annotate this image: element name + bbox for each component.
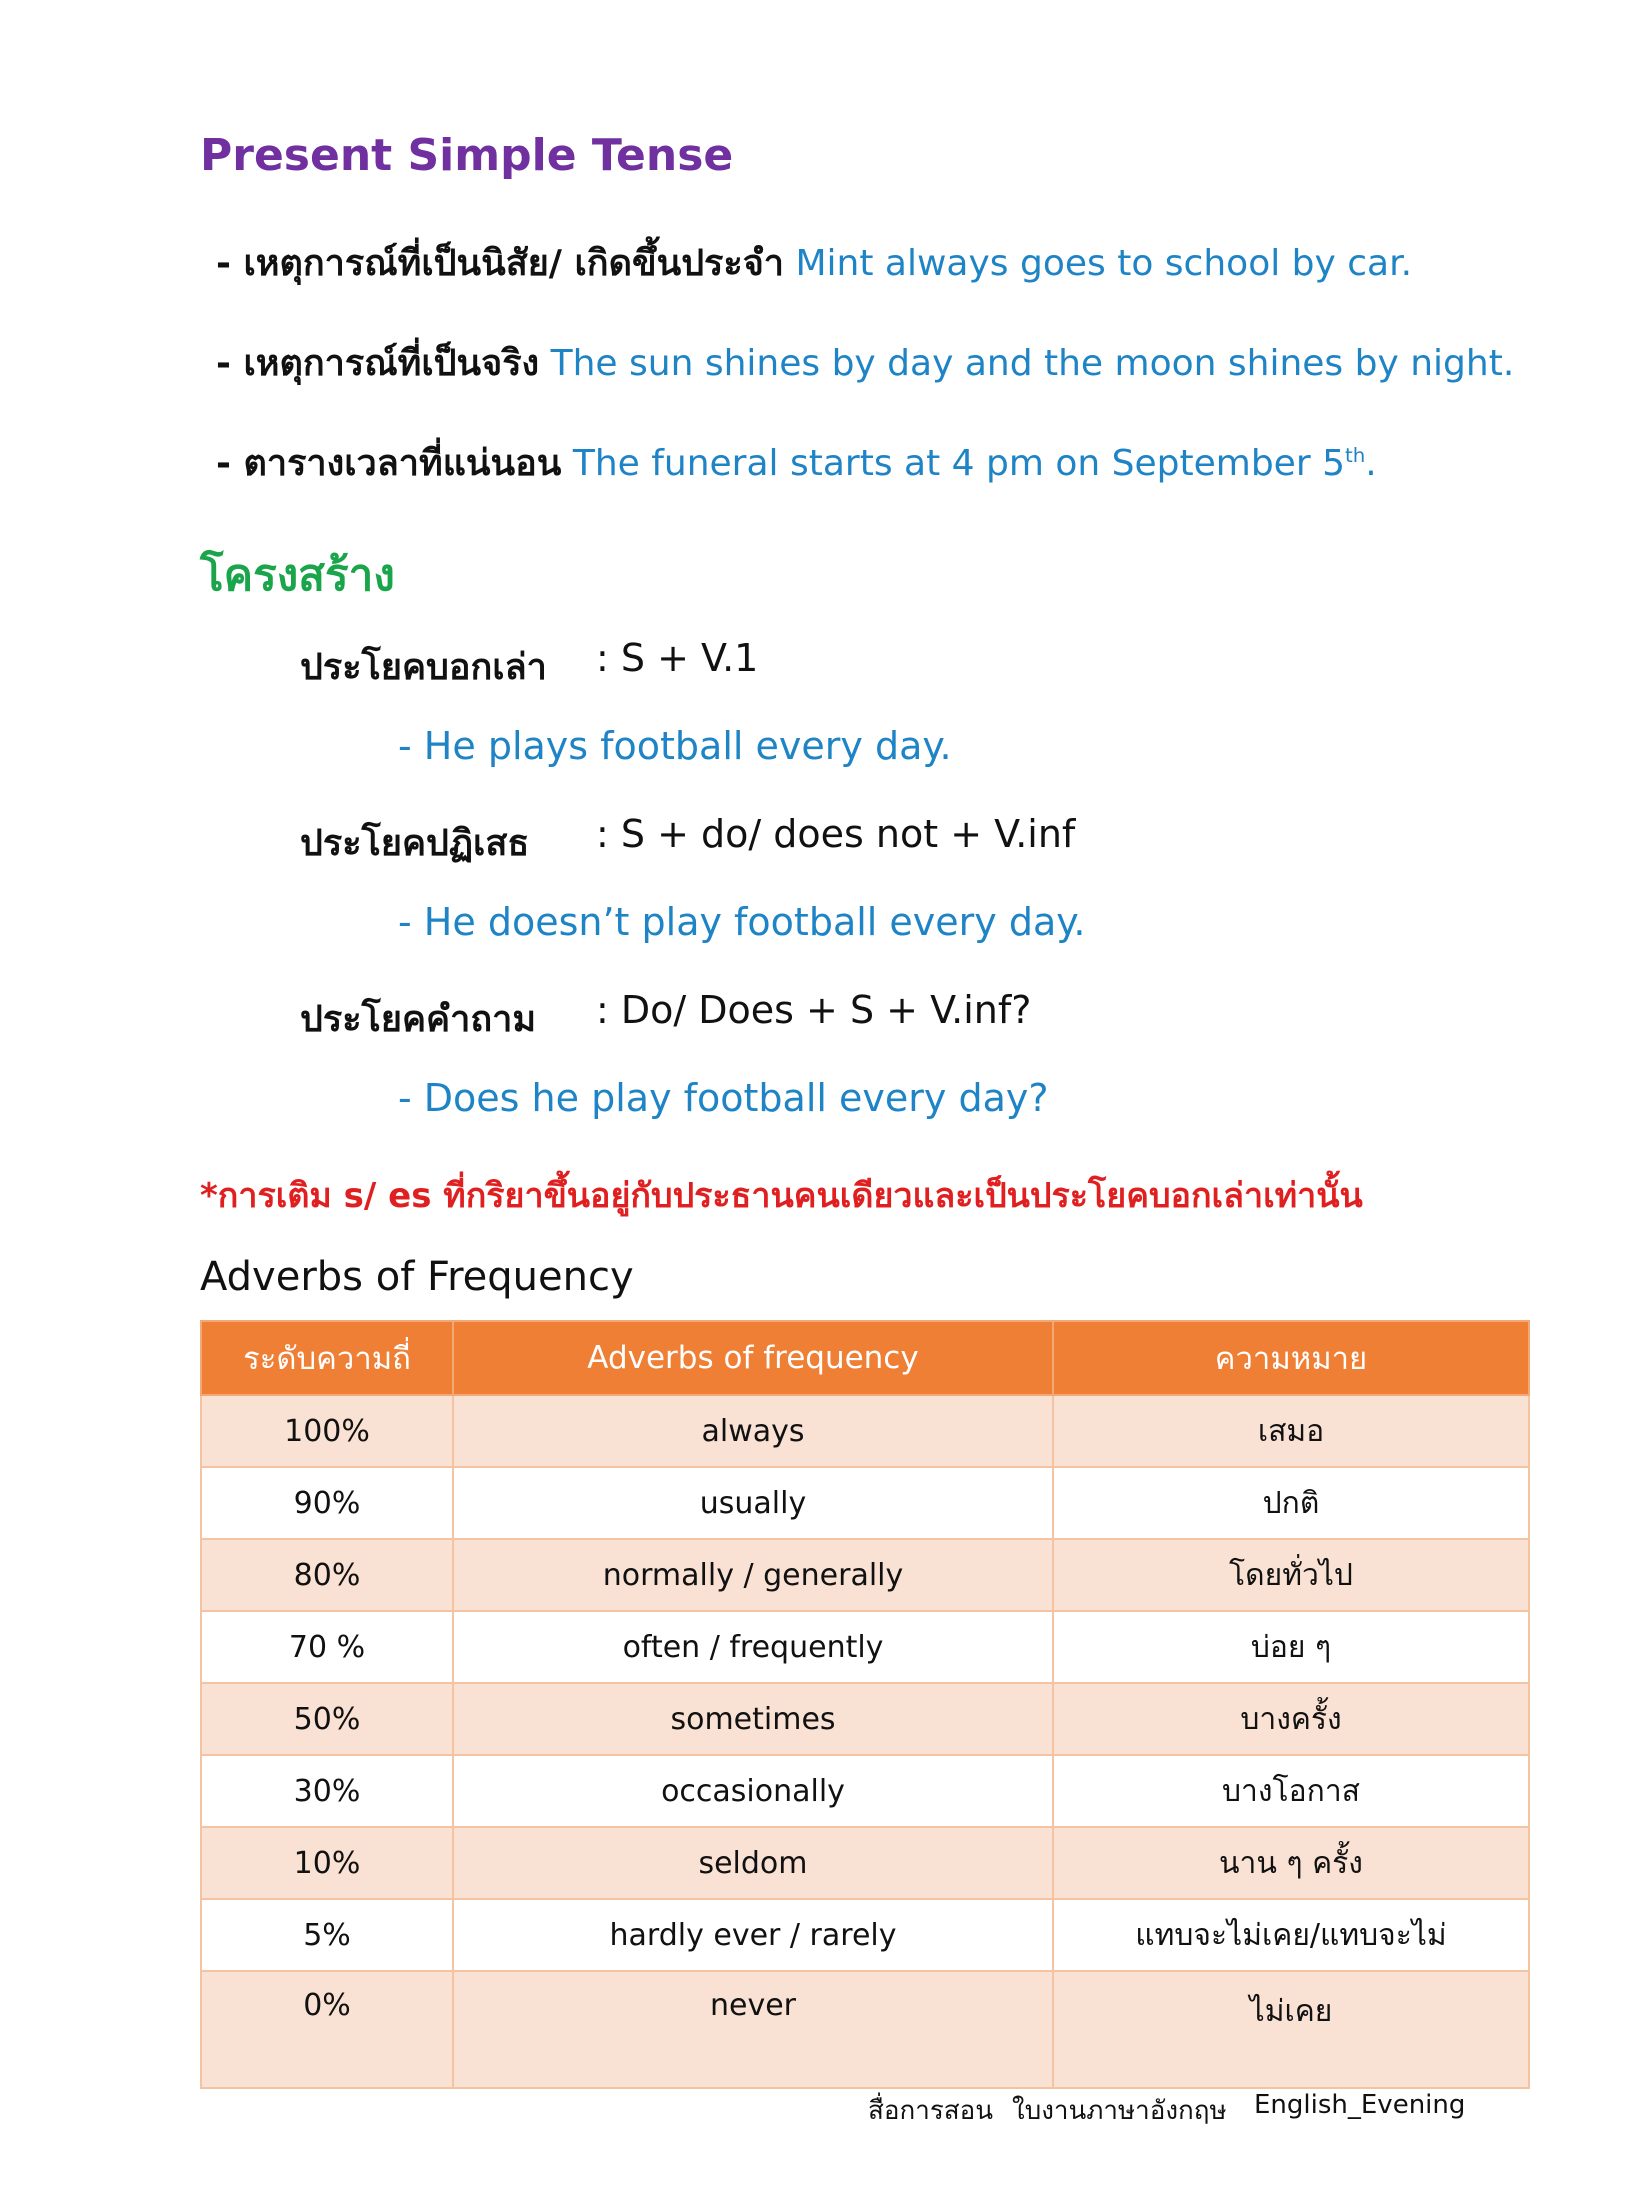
footer-label-media: สื่อการสอน	[868, 2096, 994, 2126]
cell-percent: 70 %	[201, 1611, 453, 1683]
cell-percent: 100%	[201, 1395, 453, 1467]
cell-meaning: โดยทั่วไป	[1053, 1539, 1529, 1611]
form-rule-affirmative: : S + V.1	[596, 636, 759, 680]
form-label-affirmative: ประโยคบอกเล่า	[300, 647, 547, 688]
cell-meaning: ไม่เคย	[1053, 1971, 1529, 2088]
usage-line-schedule	[216, 434, 1377, 491]
structure-heading: โครงสร้าง	[200, 550, 395, 601]
usage-line-fact	[216, 334, 1514, 391]
table-row	[201, 1899, 1529, 1971]
form-example-affirmative: - He plays football every day.	[398, 724, 952, 768]
usage-thai: - เหตุการณ์ที่เป็นจริง	[216, 343, 540, 384]
cell-adverb: never	[453, 1971, 1053, 2088]
usage-example: Mint always goes to school by car.	[795, 243, 1413, 284]
cell-adverb: sometimes	[453, 1683, 1053, 1755]
table-row	[201, 1971, 1529, 2088]
header-frequency-level: ระดับความถี่	[201, 1321, 453, 1395]
table-row	[201, 1539, 1529, 1611]
usage-thai: - ตารางเวลาที่แน่นอน	[216, 443, 562, 484]
cell-adverb: usually	[453, 1467, 1053, 1539]
cell-meaning: บ่อย ๆ	[1053, 1611, 1529, 1683]
form-label-question: ประโยคคำถาม	[300, 999, 537, 1040]
cell-percent: 90%	[201, 1467, 453, 1539]
cell-adverb: occasionally	[453, 1755, 1053, 1827]
cell-percent: 10%	[201, 1827, 453, 1899]
table-row	[201, 1827, 1529, 1899]
page-title: Present Simple Tense	[200, 130, 734, 181]
adverbs-heading: Adverbs of Frequency	[200, 1254, 634, 1300]
cell-meaning: แทบจะไม่เคย/แทบจะไม่	[1053, 1899, 1529, 1971]
cell-meaning: ปกติ	[1053, 1467, 1529, 1539]
table-row	[201, 1395, 1529, 1467]
usage-line-habit	[216, 234, 1412, 291]
form-example-negative: - He doesn’t play football every day.	[398, 900, 1086, 944]
table-header-row	[201, 1321, 1529, 1395]
cell-meaning: บางโอกาส	[1053, 1755, 1529, 1827]
form-rule-negative: : S + do/ does not + V.inf	[596, 812, 1076, 856]
frequency-table	[200, 1320, 1530, 2089]
table-row	[201, 1611, 1529, 1683]
header-meaning: ความหมาย	[1053, 1321, 1529, 1395]
footer-label-brand: English_Evening	[1254, 2090, 1466, 2120]
form-label-negative: ประโยคปฏิเสธ	[300, 823, 530, 864]
table-row	[201, 1467, 1529, 1539]
cell-percent: 5%	[201, 1899, 453, 1971]
form-rule-question: : Do/ Does + S + V.inf?	[596, 988, 1032, 1032]
usage-thai: - เหตุการณ์ที่เป็นนิสัย/ เกิดขึ้นประจำ	[216, 243, 785, 284]
form-example-question: - Does he play football every day?	[398, 1076, 1049, 1120]
usage-example: The sun shines by day and the moon shines by night.	[550, 343, 1515, 384]
cell-meaning: เสมอ	[1053, 1395, 1529, 1467]
usage-example: The funeral starts at 4 pm on September 5th.	[572, 443, 1377, 484]
cell-adverb: normally / generally	[453, 1539, 1053, 1611]
footer-label-worksheet: ใบงานภาษาอังกฤษ	[1012, 2096, 1227, 2126]
cell-adverb: always	[453, 1395, 1053, 1467]
cell-meaning: นาน ๆ ครั้ง	[1053, 1827, 1529, 1899]
table-row	[201, 1683, 1529, 1755]
cell-percent: 0%	[201, 1971, 453, 2088]
cell-percent: 80%	[201, 1539, 453, 1611]
table-row	[201, 1755, 1529, 1827]
cell-adverb: hardly ever / rarely	[453, 1899, 1053, 1971]
note-text: *การเติม s/ es ที่กริยาขึ้นอยู่กับประธานคนเดียวและเป็นประโยคบอกเล่าเท่านั้น	[200, 1176, 1363, 1216]
cell-percent: 50%	[201, 1683, 453, 1755]
cell-percent: 30%	[201, 1755, 453, 1827]
header-adverb: Adverbs of frequency	[453, 1321, 1053, 1395]
cell-adverb: often / frequently	[453, 1611, 1053, 1683]
cell-meaning: บางครั้ง	[1053, 1683, 1529, 1755]
cell-adverb: seldom	[453, 1827, 1053, 1899]
